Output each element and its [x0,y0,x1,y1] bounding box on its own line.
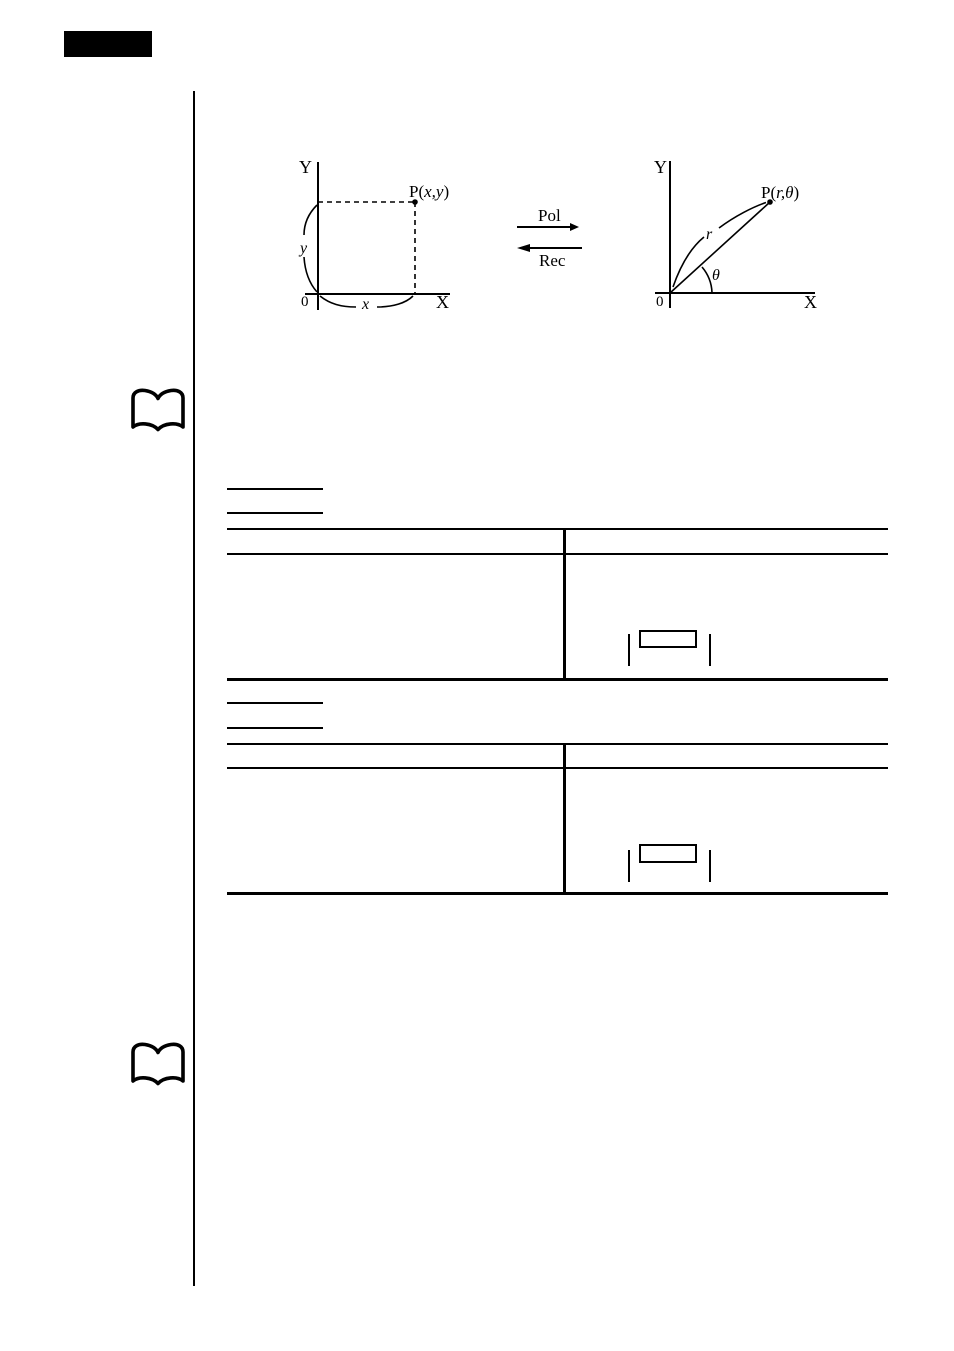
section-label-underline-3 [227,702,323,704]
open-book-icon [128,386,188,436]
pol-rec-conversion-arrows [505,200,597,272]
x-brace-right [377,296,413,307]
section-label-underline-2 [227,512,323,514]
table-column-divider [563,743,566,895]
pol-arrow-head-icon [570,223,579,231]
key-placeholder-box [639,630,697,648]
r-brace-upper [719,203,766,229]
pol-label: Pol [538,206,561,225]
polar-coordinates-diagram [648,145,833,320]
open-book-glyph [133,390,183,429]
page-corner-tab [64,31,152,57]
point-label: P(r,θ) [761,183,800,202]
key-right-bar [709,850,711,882]
angle-label: θ [712,267,720,284]
open-book-glyph [133,1044,183,1083]
y-axis-label: Y [299,157,312,177]
table-header-separator [227,767,888,769]
table-header-separator [227,553,888,555]
table-bottom-border [227,678,888,681]
origin-label: 0 [656,294,664,310]
x-brace-left [320,296,356,307]
x-axis-label: X [804,292,817,312]
rec-label: Rec [539,251,566,270]
y-brace-lower [304,257,317,292]
key-left-bar [628,850,630,882]
margin-rule [193,91,195,1286]
origin-label: 0 [301,294,309,310]
y-brace-upper [304,205,317,235]
section-label-underline-1 [227,488,323,490]
radius-label: r [706,226,713,243]
x-axis-label: X [436,292,449,312]
theta-arc [702,267,712,293]
rec-arrow-head-icon [517,244,530,252]
section-label-underline-4 [227,727,323,729]
y-coordinate-label: y [300,240,308,257]
y-axis-label: Y [654,157,667,177]
key-placeholder-box [639,844,697,863]
radius-line [670,202,770,293]
x-coordinate-label: x [362,296,370,313]
key-left-bar [628,634,630,666]
table-column-divider [563,528,566,681]
table-bottom-border [227,892,888,895]
table-top-border [227,528,888,530]
table-top-border [227,743,888,745]
point-label: P(x,y) [409,182,450,201]
key-right-bar [709,634,711,666]
r-brace-lower [673,237,704,287]
rectangular-coordinates-diagram [280,145,465,320]
open-book-icon [128,1040,188,1090]
